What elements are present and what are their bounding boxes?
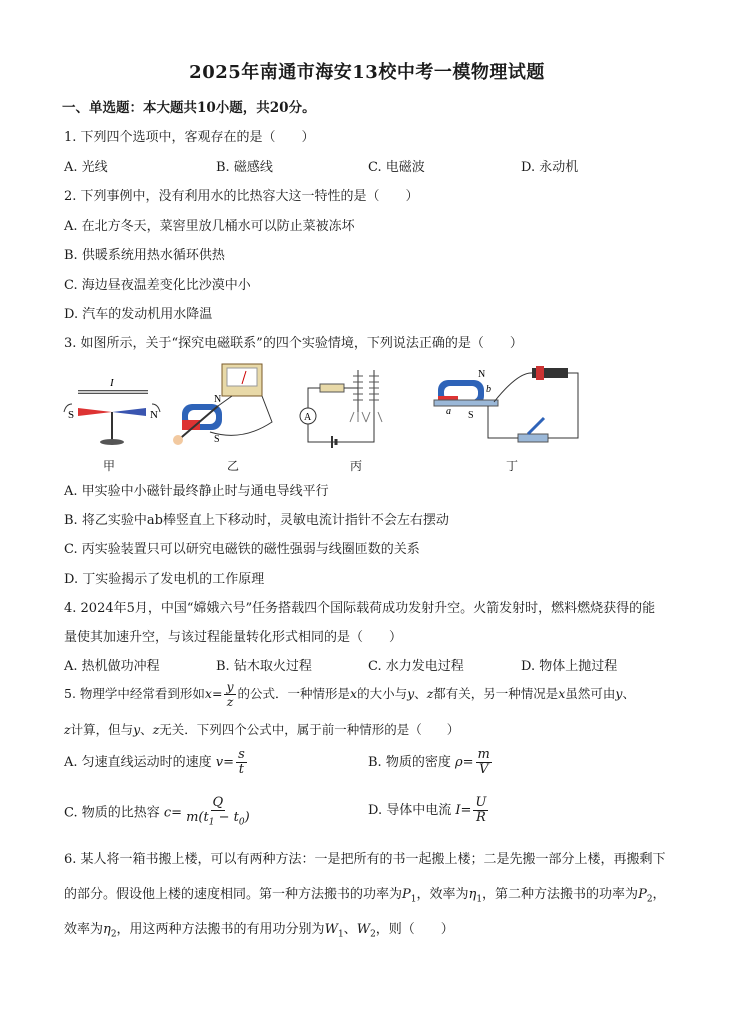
a-label: a — [446, 406, 451, 417]
q5-text-3: 的大小与 — [357, 686, 408, 701]
q1-option-b: B. 磁感线 — [216, 160, 273, 175]
section-heading: 一、单选题：本大题共10小题，共20分。 — [62, 100, 316, 116]
figure-yi — [172, 362, 292, 457]
current-label: I — [110, 377, 114, 389]
question-6-line2: 的部分。假设他上楼的速度相同。第一种方法搬书的功率为$P_1$，效率为$\eta_1$，第二种方法搬书的功率为$P_2$， — [64, 887, 666, 905]
q4-option-d: D. 物体上抛过程 — [521, 659, 618, 674]
q5-text-2: 的公式．一种情形是 — [237, 686, 351, 701]
b-label: b — [486, 384, 491, 395]
question-6-line3: 效率为$\eta_2$，用这两种方法搬书的有用功分别为$W_1$、$W_2$，则（ ） — [64, 922, 454, 940]
q5-text-1: 5. 物理学中经常看到形如 — [64, 686, 205, 701]
north-label-3: N — [478, 369, 486, 380]
q3-option-c: C. 丙实验装置只可以研究电磁铁的磁性强弱与线圈匝数的关系 — [64, 542, 420, 557]
q1-option-a: A. 光线 — [64, 160, 108, 175]
q3-option-a: A. 甲实验中小磁针最终静止时与通电导线平行 — [64, 484, 329, 499]
q5-text-4: 都有关，另一种情况是 — [433, 686, 559, 701]
q5-text-6: 计算，但与 — [70, 722, 134, 737]
south-label-2: S — [214, 434, 220, 445]
q4-option-a: A. 热机做功冲程 — [64, 659, 160, 674]
south-label: S — [68, 409, 75, 421]
caption-bing: 丙 — [350, 459, 363, 473]
north-label: N — [150, 409, 158, 421]
caption-jia: 甲 — [103, 459, 116, 473]
caption-ding: 丁 — [506, 459, 519, 473]
q3-option-d: D. 丁实验揭示了发电机的工作原理 — [64, 572, 265, 587]
q2-option-a: A. 在北方冬天，菜窖里放几桶水可以防止菜被冻坏 — [64, 219, 355, 234]
q1-option-c: C. 电磁波 — [368, 160, 425, 175]
q2-option-c: C. 海边昼夜温差变化比沙漠中小 — [64, 278, 251, 293]
ammeter-label: A — [304, 412, 312, 423]
q3-option-b: B. 将乙实验中ab棒竖直上下移动时，灵敏电流计指针不会左右摆动 — [64, 513, 449, 528]
q5-text-7: 无关．下列四个公式中，属于前一种情形的是（ ） — [159, 722, 460, 737]
question-4-stem-line2: 量使其加速升空，与该过程能量转化形式相同的是（ ） — [64, 630, 403, 645]
q2-option-b: B. 供暖系统用热水循环供热 — [64, 248, 225, 263]
question-3-stem: 3. 如图所示，关于“探究电磁联系”的四个实验情境，下列说法正确的是（ ） — [64, 336, 523, 351]
q4-option-c: C. 水力发电过程 — [368, 659, 464, 674]
q5-option-d: D. 导体中电流 I= $\frac{U}{R}$ — [368, 795, 487, 825]
q5-option-c: C. 物质的比热容 c= $\frac{Q}{m(t_1 - t_0)}$ — [64, 795, 250, 828]
north-label-2: N — [214, 394, 222, 405]
q4-option-b: B. 钻木取火过程 — [216, 659, 312, 674]
q5-option-a: A. 匀速直线运动时的速度 v= $\frac{s}{t}$ — [64, 747, 245, 777]
question-4-stem-line1: 4. 2024年5月，中国“嫦娥六号”任务搭载四个国际载荷成功发射升空。火箭发射时，燃料燃烧获得的能 — [64, 601, 656, 616]
figure-jia — [60, 372, 165, 452]
figure-bing — [298, 362, 418, 457]
south-label-3: S — [468, 410, 474, 421]
q5-option-b: B. 物质的密度 ρ= $\frac{m}{V}$ — [368, 747, 490, 777]
formula-x-y-over-z: $\frac{y}{z}$ — [226, 679, 234, 709]
question-6-line1: 6. 某人将一箱书搬上楼，可以有两种方法：一是把所有的书一起搬上楼；二是先搬一部分上楼，再搬剩下 — [64, 852, 666, 867]
question-5-stem-line1: 5. 物理学中经常看到形如x= $\frac{y}{z}$ 的公式．一种情形是x的大小与y、z都有关，另一种情况是x虽然可由y、 — [64, 679, 635, 709]
question-1-stem: 1. 下列四个选项中，客观存在的是（ ） — [64, 130, 315, 145]
q5-text-5: 虽然可由 — [565, 686, 616, 701]
q1-option-d: D. 永动机 — [521, 160, 579, 175]
q2-option-d: D. 汽车的发动机用水降温 — [64, 307, 213, 322]
experiment-figures — [60, 362, 600, 477]
caption-yi: 乙 — [227, 459, 240, 473]
question-5-stem-line2: z计算，但与y、z无关．下列四个公式中，属于前一种情形的是（ ） — [64, 722, 460, 737]
figure-ding — [428, 362, 588, 457]
page-title: 2025年南通市海安13校中考一模物理试题 — [189, 62, 545, 83]
question-2-stem: 2. 下列事例中，没有利用水的比热容大这一特性的是（ ） — [64, 189, 419, 204]
